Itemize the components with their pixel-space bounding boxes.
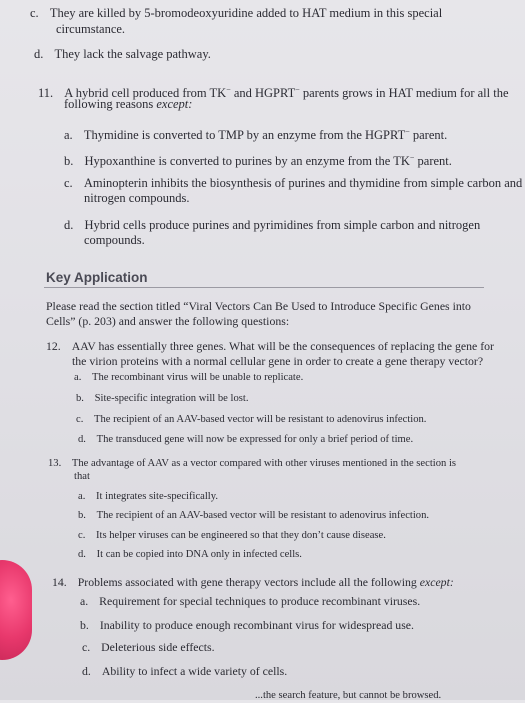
question-number: 12. xyxy=(46,339,61,353)
stem-text: The advantage of AAV as a vector compared with other viruses mentioned in the section is xyxy=(71,458,457,469)
option-label: c. xyxy=(76,414,84,425)
question-11-stem-cont xyxy=(64,97,192,112)
q14-option-c xyxy=(82,640,215,655)
option-text: It integrates site-specifically. xyxy=(96,491,218,502)
option-label: b. xyxy=(80,618,89,632)
superscript-minus: − xyxy=(295,85,300,94)
q12-option-c xyxy=(76,412,426,427)
option-label: a. xyxy=(80,594,89,608)
section-intro: Please read the section titled “Viral Vectors Can Be Used to Introduce Specific Genes into xyxy=(46,299,471,313)
question-13-stem-cont: that xyxy=(74,471,90,482)
q11-option-a xyxy=(64,124,447,143)
q13-option-a xyxy=(78,489,218,504)
q13-option-b xyxy=(78,508,429,523)
stem-emphasis: except: xyxy=(156,97,193,111)
option-text: The transduced gene will now be expressed for only a brief period of time. xyxy=(96,434,414,445)
q12-option-d xyxy=(78,432,413,447)
q12-option-a xyxy=(74,370,303,385)
stem-text: A hybrid cell produced from TK xyxy=(64,86,227,101)
question-13-stem xyxy=(48,456,456,471)
option-text: Ability to infect a wide variety of cells. xyxy=(101,664,288,678)
question-12-stem xyxy=(46,339,494,354)
stem-text: and HGPRT xyxy=(233,86,296,101)
option-label: d. xyxy=(34,47,44,61)
stem-text: AAV has essentially three genes. What will be the consequences of replacing the gene for xyxy=(71,339,494,353)
option-label: d. xyxy=(78,434,86,445)
option-text: Requirement for special techniques to produce recombinant viruses. xyxy=(99,594,421,608)
option-text: parent. xyxy=(412,128,448,143)
option-label: d. xyxy=(82,664,91,678)
section-divider xyxy=(44,287,484,288)
option-text: They are killed by 5-bromodeoxyuridine added to HAT medium in this special xyxy=(49,6,443,20)
option-label: a. xyxy=(74,372,82,383)
section-intro-cont: Cells” (p. 203) and answer the following questions: xyxy=(46,314,290,328)
q14-option-a xyxy=(80,594,420,609)
q11-option-d-cont: compounds. xyxy=(84,233,145,247)
prev-option-c xyxy=(30,6,442,21)
option-text: Deleterious side effects. xyxy=(101,640,215,654)
option-text: The recipient of an AAV-based vector will be resistant to adenovirus infection. xyxy=(96,510,430,521)
q11-option-b xyxy=(64,150,452,169)
prev-option-c-cont: circumstance. xyxy=(56,22,126,36)
option-text: Site-specific integration will be lost. xyxy=(94,393,249,404)
option-text: The recipient of an AAV-based vector will be resistant to adenovirus infection. xyxy=(94,414,427,425)
question-number: 13. xyxy=(48,458,62,469)
stem-text: Problems associated with gene therapy vectors include all the following xyxy=(77,575,420,589)
q14-option-d xyxy=(82,664,287,679)
option-label: c. xyxy=(78,530,86,541)
q11-option-c-cont: nitrogen compounds. xyxy=(84,191,190,205)
q11-option-d xyxy=(64,218,480,233)
option-label: c. xyxy=(30,6,39,20)
option-label: d. xyxy=(78,549,86,560)
option-text: They lack the salvage pathway. xyxy=(54,47,211,61)
question-14-stem xyxy=(52,575,454,590)
superscript-minus: − xyxy=(226,85,231,94)
option-label: d. xyxy=(64,218,74,232)
option-text: Hypoxanthine is converted to purines by an enzyme from the TK xyxy=(84,154,410,169)
option-label: a. xyxy=(78,491,86,502)
option-text: Inability to produce enough recombinant virus for widespread use. xyxy=(99,618,414,632)
option-text: Aminopterin inhibits the biosynthesis of purines and thymidine from simple carbon and xyxy=(83,176,523,190)
option-label: b. xyxy=(76,393,84,404)
option-text: Hybrid cells produce purines and pyrimidines from simple carbon and nitrogen xyxy=(84,218,481,232)
option-label: c. xyxy=(82,640,91,654)
option-text: parent. xyxy=(417,154,452,169)
stem-text: following reasons xyxy=(64,97,157,111)
footer-text: ...the search feature, but cannot be browsed. xyxy=(255,690,442,701)
option-label: a. xyxy=(64,128,73,143)
q11-option-c xyxy=(64,176,522,191)
q13-option-d xyxy=(78,547,302,562)
q12-option-b xyxy=(76,391,248,406)
question-number: 14. xyxy=(52,575,67,589)
option-label: c. xyxy=(64,176,73,190)
option-text: Its helper viruses can be engineered so that they don’t cause disease. xyxy=(96,530,386,541)
option-label: b. xyxy=(78,510,86,521)
stem-text: parents grows in HAT medium for all the xyxy=(302,86,509,101)
option-text: Thymidine is converted to TMP by an enzyme from the HGPRT xyxy=(83,128,406,143)
option-label: b. xyxy=(64,154,74,169)
prev-option-d xyxy=(34,47,211,62)
option-text: The recombinant virus will be unable to replicate. xyxy=(92,372,304,383)
q13-option-c xyxy=(78,528,386,543)
finger-thumb xyxy=(0,560,32,660)
q14-option-b xyxy=(80,618,414,633)
question-12-stem-cont: the virion proteins with a normal cellular gene in order to create a gene therapy vector? xyxy=(72,354,484,368)
superscript-minus: − xyxy=(405,127,410,136)
stem-emphasis: except: xyxy=(419,575,454,589)
superscript-minus: − xyxy=(409,153,415,162)
question-number: 11. xyxy=(38,86,54,101)
section-heading: Key Application xyxy=(46,270,148,285)
option-text: It can be copied into DNA only in infected cells. xyxy=(96,549,302,560)
